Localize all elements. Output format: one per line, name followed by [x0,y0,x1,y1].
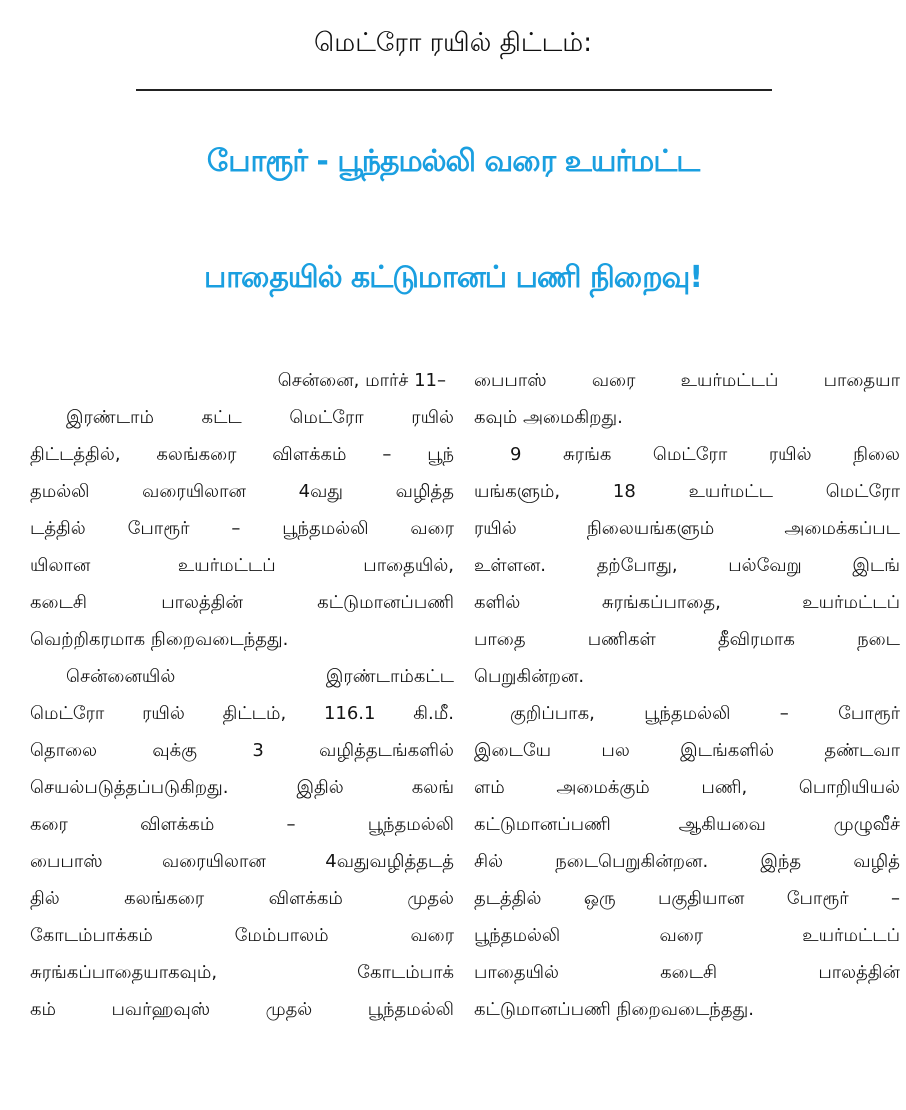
body-line: தமல்லி வரையிலான 4வது வழித்த [30,481,454,502]
body-line: பைபாஸ் வரையிலான 4வதுவழித்தடத் [30,851,454,872]
body-line: தில் கலங்கரை விளக்கம் முதல் [30,888,454,909]
kicker-divider [136,89,772,91]
body-line: பாதை பணிகள் தீவிரமாக நடை [474,629,900,650]
body-line: களில் சுரங்கப்பாதை, உயர்மட்டப் [474,592,900,613]
body-line: வெற்றிகரமாக நிறைவடைந்தது. [30,629,289,650]
body-line: பாதையில் கடைசி பாலத்தின் [474,962,900,983]
body-line: கவும் அமைகிறது. [474,407,623,428]
body-line: சில் நடைபெறுகின்றன. இந்த வழித் [474,851,900,872]
headline-line-1: போரூர் - பூந்தமல்லி வரை உயர்மட்ட [206,144,700,179]
body-line: பூந்தமல்லி வரை உயர்மட்டப் [474,925,900,946]
body-line: பெறுகின்றன. [474,666,585,687]
body-line: கரை விளக்கம் – பூந்தமல்லி [30,814,454,835]
body-line: தொலை வுக்கு 3 வழித்தடங்களில் [30,740,454,761]
article-column-right [474,362,900,1028]
article-column-left [30,362,454,1028]
body-line: இடையே பல இடங்களில் தண்டவா [474,740,900,761]
body-line: 9 சுரங்க மெட்ரோ ரயில் நிலை [510,444,900,465]
body-line: சுரங்கப்பாதையாகவும், கோடம்பாக் [30,962,454,983]
body-line: கோடம்பாக்கம் மேம்பாலம் வரை [30,925,454,946]
body-line: தடத்தில் ஒரு பகுதியான போரூர் – [474,888,900,909]
body-line: குறிப்பாக, பூந்தமல்லி – போரூர் [510,703,900,724]
body-line: உள்ளன. தற்போது, பல்வேறு இடங் [474,555,900,576]
body-line: கடைசி பாலத்தின் கட்டுமானப்பணி [30,592,454,613]
body-line: சென்னையில் இரண்டாம்கட்ட [66,666,454,687]
body-line: யிலான உயர்மட்டப் பாதையில், [30,555,454,576]
body-line: யங்களும், 18 உயர்மட்ட மெட்ரோ [474,481,900,502]
body-line: கட்டுமானப்பணி நிறைவடைந்தது. [474,999,754,1020]
body-line: ளம் அமைக்கும் பணி, பொறியியல் [474,777,900,798]
headline-line-2: பாதையில் கட்டுமானப் பணி நிறைவு! [203,260,703,295]
body-line: கட்டுமானப்பணி ஆகியவை முழுவீச் [474,814,900,835]
body-line: பைபாஸ் வரை உயர்மட்டப் பாதையா [474,370,900,391]
body-line: டத்தில் போரூர் – பூந்தமல்லி வரை [30,518,454,539]
body-line: திட்டத்தில், கலங்கரை விளக்கம் – பூந் [30,444,454,465]
body-line: ரயில் நிலையங்களும் அமைக்கப்பட [474,518,900,539]
body-line: மெட்ரோ ரயில் திட்டம், 116.1 கி.மீ. [30,703,454,724]
article-kicker: மெட்ரோ ரயில் திட்டம்: [314,28,592,58]
dateline: சென்னை, மார்ச் 11– [277,370,446,391]
body-line: செயல்படுத்தப்படுகிறது. இதில் கலங் [30,777,454,798]
body-line: கம் பவர்ஹவுஸ் முதல் பூந்தமல்லி [30,999,454,1020]
body-line: இரண்டாம் கட்ட மெட்ரோ ரயில் [66,407,454,428]
